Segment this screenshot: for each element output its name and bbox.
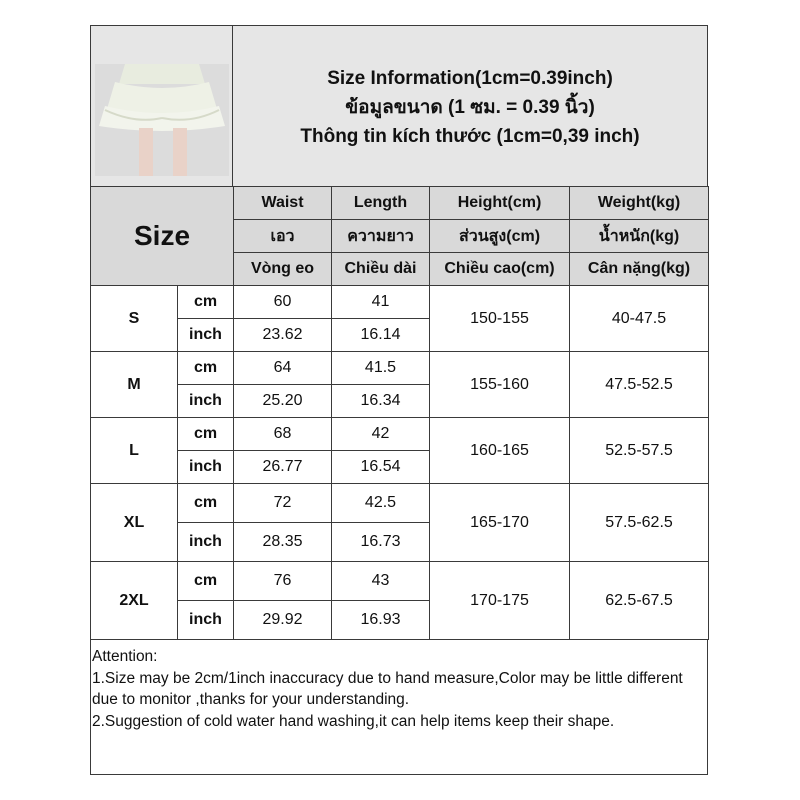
waist-inch: 25.20 bbox=[234, 385, 332, 418]
unit-cm: cm bbox=[178, 418, 234, 451]
unit-inch: inch bbox=[178, 523, 234, 562]
title-vietnamese: Thông tin kích thước (1cm=0,39 inch) bbox=[300, 126, 640, 147]
unit-cm: cm bbox=[178, 484, 234, 523]
length-inch: 16.93 bbox=[332, 601, 430, 640]
waist-inch: 26.77 bbox=[234, 451, 332, 484]
table-row bbox=[91, 352, 709, 385]
header-row-english bbox=[91, 187, 709, 220]
size-label: M bbox=[91, 352, 178, 418]
col-weight: Weight(kg) bbox=[570, 187, 709, 220]
height-range: 155-160 bbox=[430, 352, 570, 418]
unit-inch: inch bbox=[178, 601, 234, 640]
waist-cm: 76 bbox=[234, 562, 332, 601]
weight-range: 52.5-57.5 bbox=[570, 418, 709, 484]
weight-range: 57.5-62.5 bbox=[570, 484, 709, 562]
length-cm: 41 bbox=[332, 286, 430, 319]
table-row bbox=[91, 418, 709, 451]
length-cm: 42.5 bbox=[332, 484, 430, 523]
unit-inch: inch bbox=[178, 319, 234, 352]
col-height-vi: Chiều cao(cm) bbox=[430, 253, 570, 286]
attention-line-1: 1.Size may be 2cm/1inch inaccuracy due to hand measure,Color may be little different due to monitor ,thanks for your understanding. bbox=[92, 669, 683, 708]
size-info-title bbox=[233, 26, 707, 186]
weight-range: 40-47.5 bbox=[570, 286, 709, 352]
height-range: 170-175 bbox=[430, 562, 570, 640]
size-header: Size bbox=[91, 187, 234, 286]
length-inch: 16.73 bbox=[332, 523, 430, 562]
waist-cm: 64 bbox=[234, 352, 332, 385]
size-label: L bbox=[91, 418, 178, 484]
waist-cm: 72 bbox=[234, 484, 332, 523]
col-length-thai: ความยาว bbox=[332, 220, 430, 253]
table-row bbox=[91, 286, 709, 319]
table-row bbox=[91, 562, 709, 601]
col-waist: Waist bbox=[234, 187, 332, 220]
attention-title: Attention: bbox=[92, 648, 158, 665]
col-height-thai: ส่วนสูง(cm) bbox=[430, 220, 570, 253]
unit-inch: inch bbox=[178, 385, 234, 418]
waist-cm: 60 bbox=[234, 286, 332, 319]
length-inch: 16.34 bbox=[332, 385, 430, 418]
weight-range: 47.5-52.5 bbox=[570, 352, 709, 418]
col-length-vi: Chiều dài bbox=[332, 253, 430, 286]
waist-inch: 29.92 bbox=[234, 601, 332, 640]
size-table bbox=[90, 186, 709, 640]
title-english: Size Information(1cm=0.39inch) bbox=[327, 68, 613, 89]
height-range: 160-165 bbox=[430, 418, 570, 484]
height-range: 150-155 bbox=[430, 286, 570, 352]
waist-inch: 23.62 bbox=[234, 319, 332, 352]
title-thai: ข้อมูลขนาด (1 ซม. = 0.39 นิ้ว) bbox=[345, 97, 595, 118]
length-inch: 16.14 bbox=[332, 319, 430, 352]
size-label: 2XL bbox=[91, 562, 178, 640]
weight-range: 62.5-67.5 bbox=[570, 562, 709, 640]
attention-notes bbox=[92, 646, 704, 732]
attention-line-2: 2.Suggestion of cold water hand washing,it can help items keep their shape. bbox=[92, 712, 615, 730]
product-photo bbox=[91, 26, 233, 186]
size-label: XL bbox=[91, 484, 178, 562]
size-label: S bbox=[91, 286, 178, 352]
table-row bbox=[91, 484, 709, 523]
col-length: Length bbox=[332, 187, 430, 220]
col-weight-thai: น้ำหนัก(kg) bbox=[570, 220, 709, 253]
length-cm: 41.5 bbox=[332, 352, 430, 385]
length-cm: 42 bbox=[332, 418, 430, 451]
col-waist-thai: เอว bbox=[234, 220, 332, 253]
unit-cm: cm bbox=[178, 286, 234, 319]
unit-cm: cm bbox=[178, 352, 234, 385]
height-range: 165-170 bbox=[430, 484, 570, 562]
waist-cm: 68 bbox=[234, 418, 332, 451]
skirt-image bbox=[95, 64, 229, 176]
waist-inch: 28.35 bbox=[234, 523, 332, 562]
col-waist-vi: Vòng eo bbox=[234, 253, 332, 286]
unit-cm: cm bbox=[178, 562, 234, 601]
length-inch: 16.54 bbox=[332, 451, 430, 484]
length-cm: 43 bbox=[332, 562, 430, 601]
unit-inch: inch bbox=[178, 451, 234, 484]
col-height: Height(cm) bbox=[430, 187, 570, 220]
col-weight-vi: Cân nặng(kg) bbox=[570, 253, 709, 286]
